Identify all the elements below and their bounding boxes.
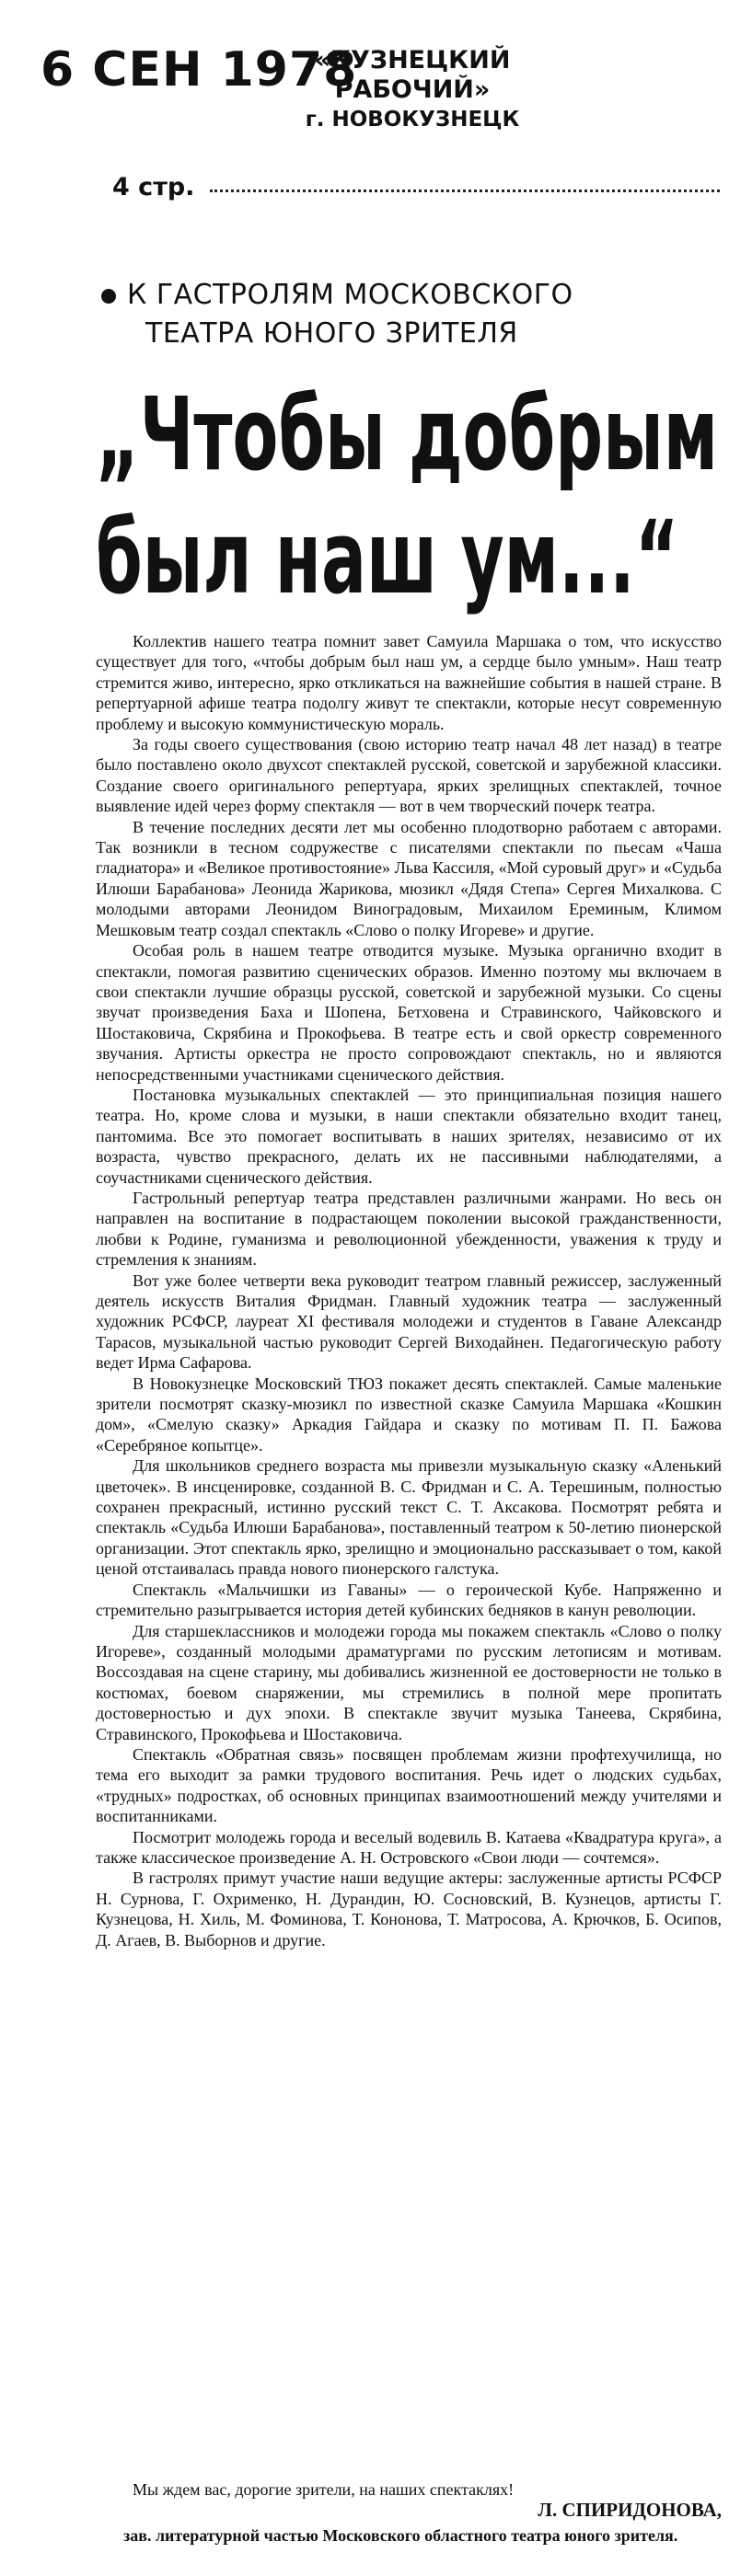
closing-line: Мы ждем вас, дорогие зрители, на наших спектаклях!	[133, 2480, 515, 2499]
article-body	[96, 631, 722, 1950]
article-paragraph: Для школьников среднего возраста мы привезли музыкальную сказку «Аленький цветочек». В инсценировке, созданной В. С. Фридман и С. А. Терешиным, полностью сохранен прекрасный, истинно русский текст С. Т. Аксакова. Посмотрят ребята и спектакль «Судьба Илюши Барабанова», поставленный театром к 50-летию пионерской организации. Этот спектакль ярко, зрелищно и эмоционально рассказывает о том, какой ценой отстаивалась правда нового пионерского галстука.	[96, 1456, 722, 1579]
article-paragraph: В Новокузнецке Московский ТЮЗ покажет десять спектаклей. Самые маленькие зрители посмотрят сказку-мюзикл по известной сказке Самуила Маршака «Кошкин дом», «Смелую сказку» Аркадия Гайдара и сказку по мотивам П. П. Бажова «Серебряное копытце».	[96, 1374, 722, 1455]
article-kicker	[101, 276, 690, 353]
newspaper-title: «КУЗНЕЦКИЙ РАБОЧИЙ»	[314, 46, 511, 104]
article-paragraph: Особая роль в нашем театре отводится музыке. Музыка органично входит в спектакли, помогая развитию сценических образов. Именно поэтому мы включаем в свои спектакли лучшие образцы русской, советской и зарубежной музыки. Со сцены звучат произведения Баха и Шопена, Бетховена и Стравинского, Чайковского и Шостаковича, Скрябина и Прокофьева. В театре есть и свой оркестр современного звучания. Артисты оркестра не просто сопровождают спектакль, но и являются непосредственными участниками сценического действия.	[96, 941, 722, 1084]
article-paragraph: Спектакль «Мальчишки из Гаваны» — о героической Кубе. Напряженно и стремительно разыгрывается история детей кубинских бедняков в канун революции.	[96, 1580, 722, 1620]
page-number: 4 стр.	[112, 173, 195, 201]
date-stamp: 6 СЕН 1978	[40, 42, 358, 98]
kicker-line-1: К ГАСТРОЛЯМ МОСКОВСКОГО	[127, 279, 573, 311]
newspaper-stamp	[256, 46, 569, 134]
article-paragraph: За годы своего существования (свою историю театр начал 48 лет назад) в театре было поставлено около двухсот спектаклей русской, советской и зарубежной классики. Создание своего оригинального репертуара, ярких зрелищных спектаклей, точное выявление идей через форму спектакля — вот в чем творческий почерк театра.	[96, 735, 722, 816]
article-paragraph: Посмотрит молодежь города и веселый водевиль В. Катаева «Квадратура круга», а также классическое произведение А. Н. Островского «Свои люди — сочтемся».	[96, 1827, 722, 1867]
article-paragraph: Вот уже более четверти века руководит театром главный режиссер, заслуженный деятель искусств Виталия Фридман. Главный художник театра — заслуженный художник РСФСР, лауреат XI фестиваля молодежи и студентов в Гаване Александр Тарасов, музыкальной частью руководит Сергей Виходайнен. Педагогическую работу ведет Ирма Сафарова.	[96, 1271, 722, 1373]
article-paragraph: В течение последних десяти лет мы особенно плодотворно работаем с авторами. Так возникли в тесном содружестве с писателями спектакли по пьесам «Чаша гладиатора» и «Великое противостояние» Льва Кассиля, «Мой суровый друг» и «Судьба Илюши Барабанова» Леонида Жарикова, мюзикл «Дядя Степа» Сергея Михалкова. С молодыми авторами Леонидом Виноградовым, Михаилом Ереминым, Климом Мешковым театр создал спектакль «Слово о полку Игореве» и другие.	[96, 817, 722, 939]
article-paragraph: Постановка музыкальных спектаклей — это принципиальная позиция нашего театра. Но, кроме слова и музыки, в наши спектакли обязательно входит танец, пантомима. Все это помогает воспитывать в наших зрителях, независимо от их возраста, чувство прекрасного, делать их не пассивными наблюдателями, а соучастниками сценического действия.	[96, 1085, 722, 1187]
article-headline	[96, 373, 722, 619]
kicker-line-2: ТЕАТРА ЮНОГО ЗРИТЕЛЯ	[145, 317, 518, 350]
headline-line-1: „Чтобы добрым	[96, 375, 719, 493]
headline-line-2: был наш ум...“	[96, 499, 679, 616]
author-name: Л. СПИРИДОНОВА,	[538, 2499, 722, 2521]
article-paragraph: Спектакль «Обратная связь» посвящен проблемам жизни профтехучилища, но тема его выходит за рамки трудового воспитания. Речь идет о людских судьбах, «трудных» подростках, об основных принципах взаимоотношений между учителями и воспитанниками.	[96, 1744, 722, 1826]
article-paragraph: Гастрольный репертуар театра представлен различными жанрами. Но весь он направлен на воспитание в подрастающем поколении высокой гражданственности, любви к Родине, гуманизма и революционной убежденности, уважения к труду и стремления к знаниям.	[96, 1188, 722, 1270]
header-divider	[210, 190, 720, 192]
newspaper-city: г. НОВОКУЗНЕЦК	[305, 108, 520, 132]
article-paragraph: В гастролях примут участие наши ведущие актеры: заслуженные артисты РСФСР Н. Сурнова, Г. Охрименко, Н. Дурандин, Ю. Сосновский, В. Кузнецов, артисты Г. Кузнецова, Н. Хиль, М. Фоминова, Т. Кононова, Т. Матросова, А. Крючков, Б. Осипов, Д. Агаев, В. Выборнов и другие.	[96, 1869, 722, 1949]
article-paragraph: Коллектив нашего театра помнит завет Самуила Маршака о том, что искусство существует для того, «чтобы добрым был наш ум, а сердце было умным». Наш театр стремится живо, интересно, ярко откликаться на важнейшие события в нашей стране. В репертуарной афише театра подолгу живут те спектакли, которые несут современную проблему и высокую коммунистическую мораль.	[96, 632, 722, 733]
author-role: зав. литературной частью Московского областного театра юного зрителя.	[123, 2526, 678, 2545]
article-paragraph: Для старшеклассников и молодежи города мы покажем спектакль «Слово о полку Игореве», созданный молодыми драматургами по русским летописям и мотивам. Воссоздавая на сцене старину, мы добивались жизненной ее достоверности не только в костюмах, боевом снаряжении, мы стремились в полной мере пропитать достоверностью и дух эпохи. В спектакле звучит музыка Танеева, Скрябина, Стравинского, Прокофьева и Шостаковича.	[96, 1621, 722, 1743]
article-signature	[96, 2478, 722, 2547]
bullet-icon	[101, 289, 116, 304]
